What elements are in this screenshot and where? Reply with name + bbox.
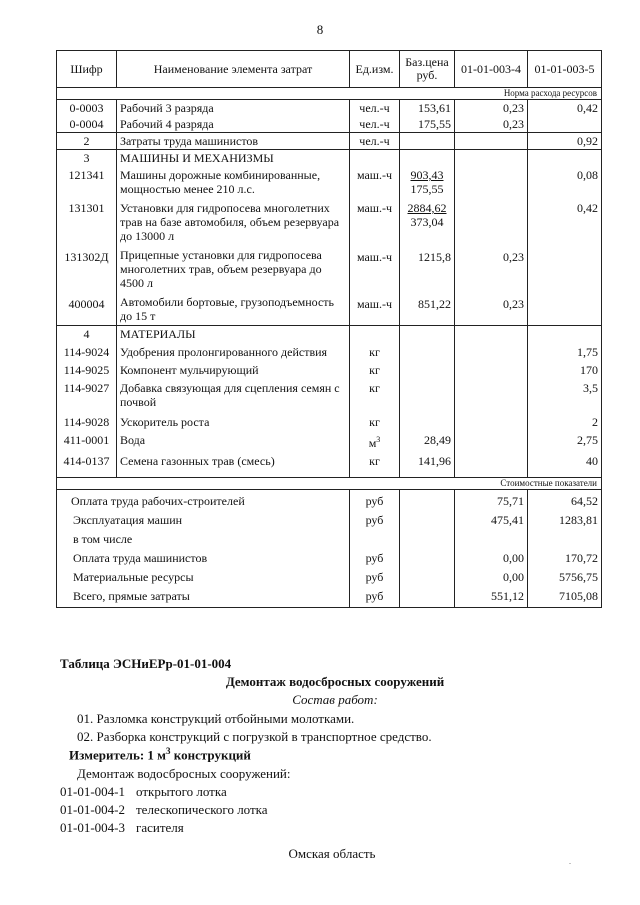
list-item bbox=[60, 784, 227, 800]
summary-price bbox=[400, 528, 455, 547]
item-code: 01-01-004-1 bbox=[60, 784, 125, 799]
row-code: 400004 bbox=[57, 291, 117, 326]
table-row bbox=[57, 430, 602, 451]
row-code: 114-9027 bbox=[57, 378, 117, 410]
header-unit: Ед.изм. bbox=[350, 51, 400, 88]
row-col-a bbox=[455, 326, 528, 343]
summary-price bbox=[400, 490, 455, 510]
demolition-label: Демонтаж водосбросных сооружений: bbox=[77, 766, 291, 781]
row-unit: чел.-ч bbox=[350, 116, 400, 133]
row-price bbox=[400, 410, 455, 430]
item-code: 01-01-004-2 bbox=[60, 802, 125, 817]
header-col-b: 01-01-003-5 bbox=[528, 51, 602, 88]
summary-row bbox=[57, 566, 602, 585]
work-step: 02. Разборка конструкций с погрузкой в транспортное средство. bbox=[77, 729, 432, 744]
row-code: 411-0001 bbox=[57, 430, 117, 451]
row-unit: чел.-ч bbox=[350, 133, 400, 150]
row-code: 3 bbox=[57, 150, 117, 167]
row-price bbox=[400, 378, 455, 410]
item-label: гасителя bbox=[136, 820, 184, 835]
resource-norms-table bbox=[56, 50, 602, 608]
row-name: МАШИНЫ И МЕХАНИЗМЫ bbox=[117, 150, 350, 167]
cost-band-row bbox=[57, 478, 602, 490]
row-col-b bbox=[528, 244, 602, 291]
row-unit: маш.-ч bbox=[350, 166, 400, 197]
meter-label bbox=[69, 746, 251, 763]
summary-col-a: 475,41 bbox=[455, 509, 528, 528]
summary-price bbox=[400, 585, 455, 608]
row-price: 1215,8 bbox=[400, 244, 455, 291]
summary-col-a: 0,00 bbox=[455, 547, 528, 566]
row-price: 2884,62 bbox=[407, 201, 447, 215]
row-col-a bbox=[455, 430, 528, 451]
summary-row bbox=[57, 509, 602, 528]
table-row bbox=[57, 244, 602, 291]
row-unit: маш.-ч bbox=[350, 244, 400, 291]
summary-col-a: 551,12 bbox=[455, 585, 528, 608]
row-price: 903,43 bbox=[410, 168, 444, 182]
summary-col-b bbox=[528, 528, 602, 547]
cost-band-label: Стоимостные показатели bbox=[57, 478, 602, 490]
table-header-row bbox=[57, 51, 602, 88]
row-col-a bbox=[455, 133, 528, 150]
summary-name: в том числе bbox=[57, 528, 350, 547]
table-row bbox=[57, 116, 602, 133]
header-code: Шифр bbox=[57, 51, 117, 88]
summary-row bbox=[57, 490, 602, 510]
item-code: 01-01-004-3 bbox=[60, 820, 125, 835]
meter-exponent: 3 bbox=[166, 746, 171, 756]
row-price-cell bbox=[400, 166, 455, 197]
row-name: Ускоритель роста bbox=[117, 410, 350, 430]
row-code: 0-0003 bbox=[57, 100, 117, 117]
meter-unit: конструкций bbox=[170, 747, 251, 763]
row-code: 0-0004 bbox=[57, 116, 117, 133]
summary-name: Оплата труда рабочих-строителей bbox=[57, 490, 350, 510]
row-unit-cell bbox=[350, 430, 400, 451]
page-footer: Омская область bbox=[288, 846, 376, 861]
summary-unit: руб bbox=[350, 585, 400, 608]
header-col-a: 01-01-003-4 bbox=[455, 51, 528, 88]
table-title: Таблица ЭСНиЕРр-01-01-004 bbox=[60, 656, 232, 671]
summary-unit: руб bbox=[350, 490, 400, 510]
row-unit bbox=[350, 150, 400, 167]
summary-unit: руб bbox=[350, 547, 400, 566]
summary-name: Оплата труда машинистов bbox=[57, 547, 350, 566]
row-unit: кг bbox=[350, 410, 400, 430]
section-header-row bbox=[57, 326, 602, 343]
row-price bbox=[400, 133, 455, 150]
summary-name: Эксплуатация машин bbox=[57, 509, 350, 528]
summary-name: Всего, прямые затраты bbox=[57, 585, 350, 608]
summary-unit: руб bbox=[350, 509, 400, 528]
summary-col-b: 5756,75 bbox=[528, 566, 602, 585]
summary-col-a: 75,71 bbox=[455, 490, 528, 510]
table-row bbox=[57, 133, 602, 150]
row-col-b: 1,75 bbox=[528, 342, 602, 360]
summary-col-b: 170,72 bbox=[528, 547, 602, 566]
row-unit: кг bbox=[350, 378, 400, 410]
row-col-a bbox=[455, 197, 528, 244]
table-row bbox=[57, 451, 602, 478]
work-composition-label: Состав работ: bbox=[292, 692, 378, 707]
row-code: 131301 bbox=[57, 197, 117, 244]
row-code: 414-0137 bbox=[57, 451, 117, 478]
header-name: Наименование элемента затрат bbox=[117, 51, 350, 88]
table-row bbox=[57, 197, 602, 244]
row-col-b bbox=[528, 326, 602, 343]
row-col-b: 2,75 bbox=[528, 430, 602, 451]
row-col-b: 40 bbox=[528, 451, 602, 478]
row-col-b: 0,08 bbox=[528, 166, 602, 197]
summary-row bbox=[57, 528, 602, 547]
row-price: 141,96 bbox=[400, 451, 455, 478]
row-col-b: 3,5 bbox=[528, 378, 602, 410]
row-code: 131302Д bbox=[57, 244, 117, 291]
summary-price bbox=[400, 509, 455, 528]
norm-band-label: Норма расхода ресурсов bbox=[57, 88, 602, 100]
item-label: телескопического лотка bbox=[136, 802, 268, 817]
row-name: Установки для гидропосева многолетних трав на базе автомобиля, объем резервуара до 13000 л bbox=[117, 197, 350, 244]
row-col-a bbox=[455, 342, 528, 360]
row-price: 175,55 bbox=[400, 116, 455, 133]
row-name: Рабочий 3 разряда bbox=[117, 100, 350, 117]
row-col-a: 0,23 bbox=[455, 291, 528, 326]
summary-col-a bbox=[455, 528, 528, 547]
summary-col-b: 1283,81 bbox=[528, 509, 602, 528]
row-price bbox=[400, 342, 455, 360]
row-unit: маш.-ч bbox=[350, 291, 400, 326]
row-col-b: 0,42 bbox=[528, 197, 602, 244]
row-col-b: 0,42 bbox=[528, 100, 602, 117]
row-col-a: 0,23 bbox=[455, 116, 528, 133]
row-price: 851,22 bbox=[400, 291, 455, 326]
row-price bbox=[400, 150, 455, 167]
row-unit: м bbox=[368, 436, 377, 450]
row-col-a bbox=[455, 410, 528, 430]
row-name: МАТЕРИАЛЫ bbox=[117, 326, 350, 343]
table-row bbox=[57, 100, 602, 117]
list-item bbox=[60, 802, 268, 818]
table-row bbox=[57, 166, 602, 197]
row-price bbox=[400, 326, 455, 343]
row-price bbox=[400, 360, 455, 378]
row-price-secondary: 373,04 bbox=[410, 215, 444, 229]
table-row bbox=[57, 378, 602, 410]
row-unit-exponent: 3 bbox=[376, 435, 381, 444]
table-row bbox=[57, 291, 602, 326]
row-name: Рабочий 4 разряда bbox=[117, 116, 350, 133]
row-col-a bbox=[455, 451, 528, 478]
row-price: 153,61 bbox=[400, 100, 455, 117]
row-col-a: 0,23 bbox=[455, 100, 528, 117]
row-name: Семена газонных трав (смесь) bbox=[117, 451, 350, 478]
header-base-price: Баз.цена руб. bbox=[400, 51, 455, 88]
table-row bbox=[57, 410, 602, 430]
row-unit bbox=[350, 326, 400, 343]
row-price: 28,49 bbox=[400, 430, 455, 451]
section-header-row bbox=[57, 150, 602, 167]
row-name: Прицепные установки для гидропосева многолетних трав, объем резервуара до 4500 л bbox=[117, 244, 350, 291]
row-col-b: 170 bbox=[528, 360, 602, 378]
summary-col-b: 7105,08 bbox=[528, 585, 602, 608]
summary-unit: руб bbox=[350, 566, 400, 585]
item-label: открытого лотка bbox=[136, 784, 227, 799]
row-name: Вода bbox=[117, 430, 350, 451]
row-unit: кг bbox=[350, 451, 400, 478]
summary-unit bbox=[350, 528, 400, 547]
row-col-b bbox=[528, 116, 602, 133]
summary-col-a: 0,00 bbox=[455, 566, 528, 585]
row-col-a bbox=[455, 378, 528, 410]
row-unit: маш.-ч bbox=[350, 197, 400, 244]
row-price-secondary: 175,55 bbox=[410, 182, 444, 196]
row-name: Компонент мульчирующий bbox=[117, 360, 350, 378]
row-name: Машины дорожные комбинированные, мощностью менее 210 л.с. bbox=[117, 166, 350, 197]
list-item bbox=[60, 820, 184, 836]
summary-price bbox=[400, 566, 455, 585]
page-number: 8 bbox=[316, 22, 324, 37]
row-name: Удобрения пролонгированного действия bbox=[117, 342, 350, 360]
row-code: 114-9028 bbox=[57, 410, 117, 430]
work-step: 01. Разломка конструкций отбойными молотками. bbox=[77, 711, 355, 726]
summary-row bbox=[57, 585, 602, 608]
row-code: 114-9025 bbox=[57, 360, 117, 378]
row-code: 2 bbox=[57, 133, 117, 150]
section-subtitle: Демонтаж водосбросных сооружений bbox=[225, 674, 445, 689]
row-col-a bbox=[455, 360, 528, 378]
row-name: Добавка связующая для сцепления семян с почвой bbox=[117, 378, 350, 410]
row-name: Автомобили бортовые, грузоподъемность до 15 т bbox=[117, 291, 350, 326]
summary-col-b: 64,52 bbox=[528, 490, 602, 510]
row-unit: кг bbox=[350, 342, 400, 360]
row-unit: чел.-ч bbox=[350, 100, 400, 117]
summary-row bbox=[57, 547, 602, 566]
row-price-cell bbox=[400, 197, 455, 244]
summary-name: Материальные ресурсы bbox=[57, 566, 350, 585]
row-col-a bbox=[455, 150, 528, 167]
row-unit: кг bbox=[350, 360, 400, 378]
table-row bbox=[57, 360, 602, 378]
table-row bbox=[57, 342, 602, 360]
row-col-a bbox=[455, 166, 528, 197]
row-code: 114-9024 bbox=[57, 342, 117, 360]
row-code: 121341 bbox=[57, 166, 117, 197]
row-code: 4 bbox=[57, 326, 117, 343]
row-name: Затраты труда машинистов bbox=[117, 133, 350, 150]
row-col-b bbox=[528, 291, 602, 326]
row-col-b bbox=[528, 150, 602, 167]
row-col-a: 0,23 bbox=[455, 244, 528, 291]
meter-text: Измеритель: 1 м bbox=[69, 747, 167, 763]
row-col-b: 2 bbox=[528, 410, 602, 430]
stray-mark: . bbox=[569, 857, 571, 866]
summary-price bbox=[400, 547, 455, 566]
row-col-b: 0,92 bbox=[528, 133, 602, 150]
norm-band-row bbox=[57, 88, 602, 100]
